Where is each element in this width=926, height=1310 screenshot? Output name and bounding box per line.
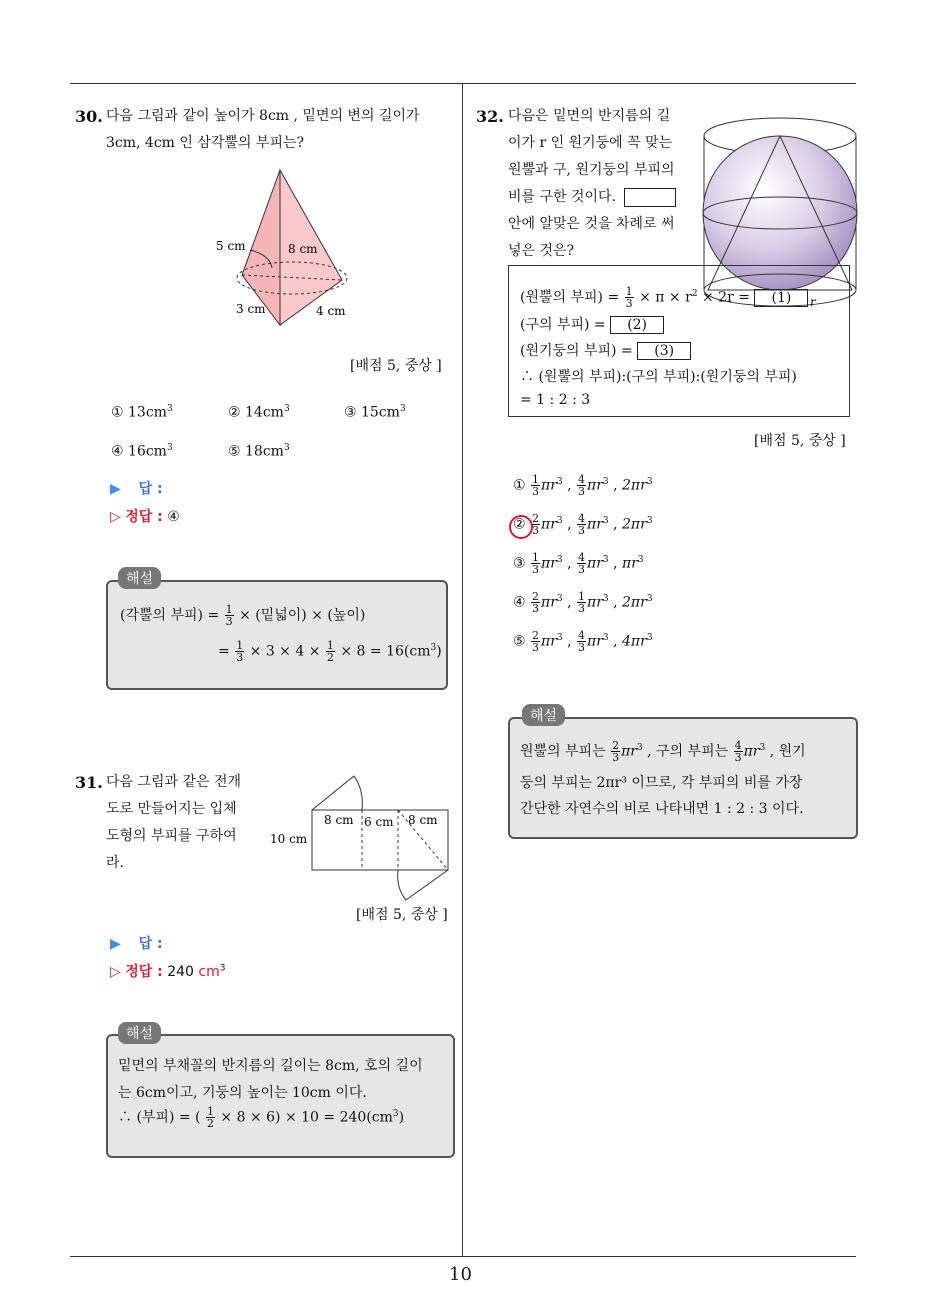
q30-number: 30.: [75, 107, 103, 126]
q32-text-5: 안에 알맞은 것을 차례로 써: [508, 216, 675, 232]
q30-choice-4[interactable]: ④ $16cm^3$: [111, 443, 173, 460]
q31-number: 31.: [75, 773, 103, 792]
q32-choice-4[interactable]: ④ $\frac{2}{3}$ $\pi r^3$ , $\frac{1}{3}$ $\pi r^3$ , $2\pi r^3$: [513, 590, 653, 615]
q32-text-3: 원뿔과 구, 원기둥의 부피의: [508, 162, 675, 178]
q32-choice-2[interactable]: ② $\frac{2}{3}$ $\pi r^3$ , $\frac{4}{3}$ $\pi r^3$ , $2\pi r^3$: [513, 512, 653, 537]
q30-pyramid-figure: [200, 160, 370, 335]
q31-net-figure: [268, 770, 458, 905]
q32-blank-1: (1): [754, 289, 808, 307]
q32-explanation-line3: 간단한 자연수의 비로 나타내면 1 : 2 : 3 이다.: [520, 801, 804, 817]
q31-explanation-tag: 해설: [118, 1022, 161, 1044]
q32-number: 32.: [476, 107, 504, 126]
q30-correct-value: ④: [167, 509, 180, 525]
q31-explanation-line2: 는 6cm이고, 기둥의 높이는 10cm 이다.: [118, 1085, 367, 1101]
q31-score: [배점 5, 중상 ]: [356, 907, 448, 923]
q32-blank-box: [624, 188, 676, 207]
q31-label-6cm: 6 cm: [364, 815, 394, 829]
q32-choice-3[interactable]: ③ $\frac{1}{3}$ $\pi r^3$ , $\frac{4}{3}$ $\pi r^3$ , $\pi r^3$: [513, 551, 644, 576]
bottom-rule: [70, 1256, 856, 1257]
q31-text-3: 도형의 부피를 구하여: [106, 828, 237, 844]
top-rule: [70, 83, 856, 84]
q30-text-2: 3cm, 4cm 인 삼각뿔의 부피는?: [106, 135, 304, 151]
q30-correct-row: [110, 506, 180, 526]
q31-correct-unit: cm: [198, 964, 220, 980]
q30-explanation-line1: (각뿔의 부피) = $\frac{1}{3}$ × (밑넓이) × (높이): [120, 603, 366, 628]
q31-text-2: 도로 만들어지는 입체: [106, 801, 237, 817]
q32-formula-line5: = 1 : 2 : 3: [520, 392, 591, 408]
q32-choice-5[interactable]: ⑤ $\frac{2}{3}$ $\pi r^3$ , $\frac{4}{3}$ $\pi r^3$ , $4\pi r^3$: [513, 629, 653, 654]
q31-label-8cm-a: 8 cm: [324, 813, 354, 827]
q32-score: [배점 5, 중상 ]: [754, 433, 846, 449]
q32-text-2: 이가 r 인 원기둥에 꼭 맞는: [508, 135, 673, 151]
q30-answer-row: [110, 478, 163, 498]
column-divider: [462, 83, 463, 1256]
q31-text-4: 라.: [106, 855, 124, 871]
q30-explanation-box: [106, 580, 448, 690]
q32-explanation-tag: 해설: [522, 704, 565, 726]
answer-play-icon: ▶: [110, 481, 121, 497]
q30-choice-5[interactable]: ⑤ $18cm^3$: [228, 443, 290, 460]
q30-choice-1[interactable]: ① $13cm^3$: [111, 404, 173, 421]
q30-label-3cm: 3 cm: [236, 302, 266, 316]
q31-explanation-line1: 밑면의 부채꼴의 반지름의 길이는 8cm, 호의 길이: [118, 1058, 423, 1074]
q30-label-5cm: 5 cm: [216, 239, 246, 253]
q32-text-1: 다음은 밑면의 반지름의 길: [508, 108, 671, 124]
q32-text-6: 넣은 것은?: [508, 243, 575, 259]
q32-formula-line4: ∴ (원뿔의 부피):(구의 부피):(원기둥의 부피): [520, 369, 797, 385]
q31-correct-label: 정답 :: [125, 964, 163, 980]
q32-formula-line2: (구의 부피) = (2): [520, 314, 664, 334]
q30-label-4cm: 4 cm: [316, 304, 346, 318]
q30-answer-label: 답 :: [138, 481, 163, 497]
q32-explanation-line2: 둥의 부피는 2πr³ 이므로, 각 부피의 비를 가장: [520, 775, 803, 791]
q32-formula-line3: (원기둥의 부피) = (3): [520, 340, 691, 360]
q32-blank-3: (3): [637, 342, 691, 360]
q32-explanation-line1: 원뿔의 부피는 $\frac{2}{3}$ $\pi r^3$ , 구의 부피는 $\frac{4}{3}$ $\pi r^3$ , 원기: [520, 739, 806, 764]
q30-label-8cm: 8 cm: [288, 242, 318, 256]
q32-selected-circle: [509, 515, 533, 539]
q31-text-1: 다음 그림과 같은 전개: [106, 774, 242, 790]
q30-explanation-line2: = $\frac{1}{3}$ × 3 × 4 × $\frac{1}{2}$ × $8 = 16(cm^3)$: [218, 639, 442, 664]
q32-choice-1[interactable]: ① $\frac{1}{3}$ $\pi r^3$ , $\frac{4}{3}$ $\pi r^3$ , $2\pi r^3$: [513, 473, 653, 498]
q31-label-10cm: 10 cm: [270, 832, 308, 846]
q30-choice-2[interactable]: ② $14cm^3$: [228, 404, 290, 421]
q31-answer-row: [110, 933, 163, 953]
correct-triangle-icon: ▷: [110, 964, 121, 980]
q31-label-8cm-b: 8 cm: [408, 813, 438, 827]
correct-triangle-icon: ▷: [110, 509, 121, 525]
q30-score: [배점 5, 중상 ]: [350, 358, 442, 374]
q31-correct-row: ▷ 정답 : 240 $cm^3$: [110, 963, 226, 980]
answer-play-icon: ▶: [110, 936, 121, 952]
q32-blank-2: (2): [610, 316, 664, 334]
q30-text-1: 다음 그림과 같이 높이가 8cm , 밑면의 변의 길이가: [106, 108, 420, 124]
q32-label-r: r: [810, 295, 816, 309]
q31-explanation-line3: ∴ (부피) = ( $\frac{1}{2}$ × $8 \times 6) \times 10 = 240(cm^3)$: [118, 1105, 405, 1130]
q31-answer-label: 답 :: [138, 936, 163, 952]
q32-text-4: 비를 구한 것이다.: [508, 184, 676, 211]
q30-explanation-tag: 해설: [118, 567, 161, 589]
q31-correct-value: 240: [167, 964, 194, 980]
page-number: 10: [449, 1264, 472, 1285]
q30-correct-label: 정답 :: [125, 509, 163, 525]
q30-choice-3[interactable]: ③ $15cm^3$: [344, 404, 406, 421]
q32-formula-line1: (원뿔의 부피) = $\frac{1}{3}$ × $\pi \times r^2 \times 2r = (1)$: [520, 286, 808, 309]
